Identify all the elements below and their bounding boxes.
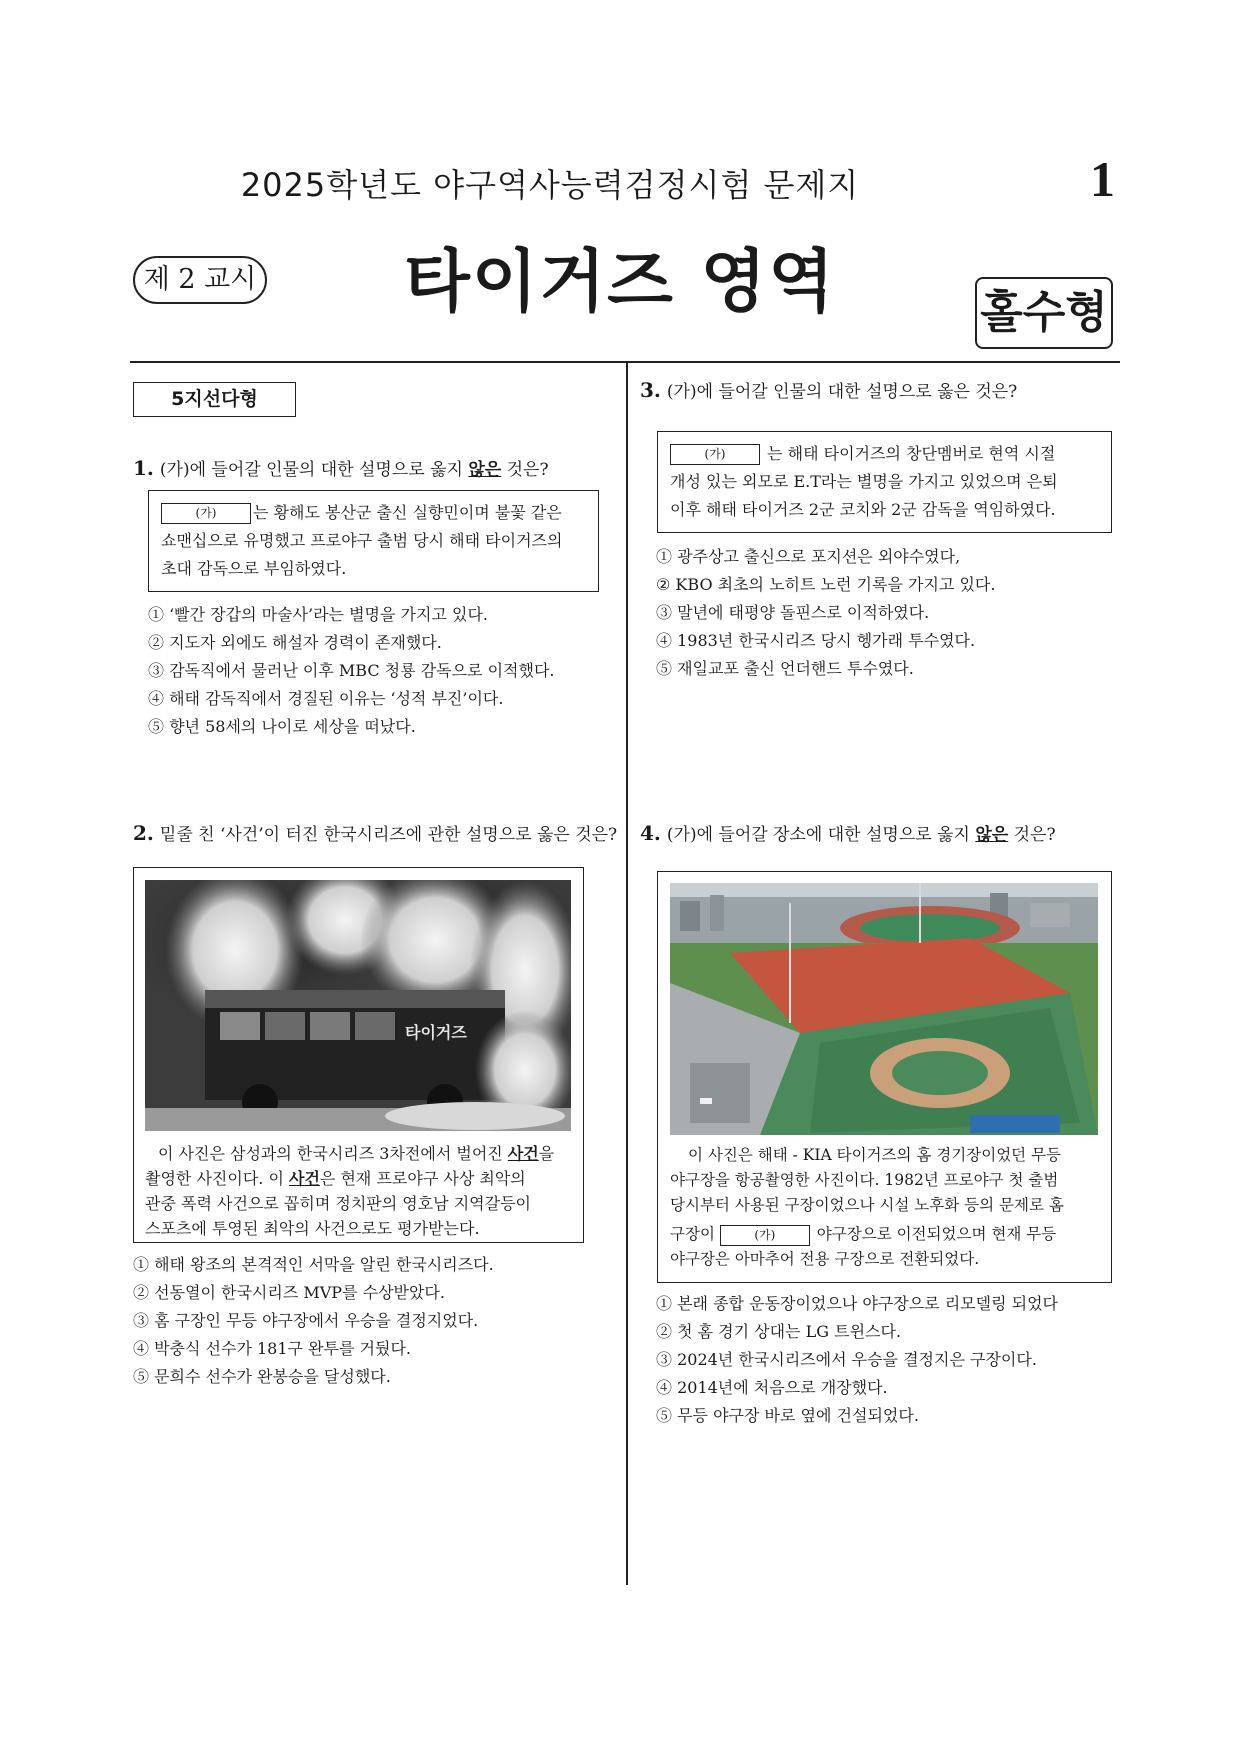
option[interactable]: ⑤ 재일교포 출신 언더핸드 투수였다. [656, 659, 914, 678]
option[interactable]: ④ 박충식 선수가 181구 완투를 거뒀다. [133, 1339, 411, 1358]
question-number: 3. [640, 378, 661, 402]
blank-box: (가) [720, 1225, 810, 1246]
page-number: 1 [1090, 151, 1115, 207]
question-number: 4. [640, 821, 661, 845]
stadium-aerial-photo [670, 883, 1098, 1135]
emphasis: 않은 [975, 825, 1009, 845]
question-number: 1. [133, 456, 154, 480]
bus-lettering: 타이거즈 [405, 1023, 467, 1042]
option[interactable]: ③ 말년에 태평양 돌핀스로 이적하였다. [656, 603, 930, 622]
subject-title: 타이거즈 영역 [404, 243, 836, 322]
question-4-options [656, 1290, 1058, 1430]
question-2-stem: 2. 밑줄 친 ‘사건’이 터진 한국시리즈에 관한 설명으로 옳은 것은? [133, 821, 618, 845]
column-divider [626, 362, 628, 1585]
question-number: 2. [133, 821, 154, 845]
question-2-caption: 이 사진은 삼성과의 한국시리즈 3차전에서 벌어진 사건을 촬영한 사진이다. 이 사건은 현재 프로야구 사상 최악의 관중 폭력 사건으로 꼽히며 정치판의 영호남 지역갈등이 스포츠에 투영된 최악의 사건으로도 평가받는다. [145, 1144, 555, 1238]
option[interactable]: ③ 2024년 한국시리즈에서 우승을 결정지은 구장이다. [656, 1350, 1037, 1369]
option[interactable]: ⑤ 향년 58세의 나이로 세상을 떠났다. [148, 717, 416, 736]
form-type-badge: 홀수형 [975, 277, 1113, 349]
header-divider [130, 361, 1120, 363]
emphasis: 사건 [507, 1144, 539, 1163]
blank-box: (가) [670, 444, 760, 465]
section-label: 5지선다형 [133, 382, 296, 417]
option[interactable]: ① 광주상고 출신으로 포지션은 외야수였다, [656, 547, 961, 566]
option[interactable]: ② KBO 최초의 노히트 노런 기록을 가지고 있다. [656, 575, 996, 594]
question-1-passage: (가) 는 황해도 봉산군 출신 실향민이며 불꽃 같은 쇼맨십으로 유명했고 프로야구 출범 당시 해태 타이거즈의 초대 감독으로 부임하였다. [148, 490, 599, 592]
emphasis: 않은 [468, 460, 502, 480]
option[interactable]: ② 지도자 외에도 해설자 경력이 존재했다. [148, 633, 442, 652]
question-3-options [656, 543, 995, 683]
option[interactable]: ③ 감독직에서 물러난 이후 MBC 청룡 감독으로 이적했다. [148, 661, 555, 680]
option[interactable]: ① ‘빨간 장갑의 마술사’라는 별명을 가지고 있다. [148, 605, 488, 624]
question-1-stem: 1. (가)에 들어갈 인물의 대한 설명으로 옳지 않은 것은? [133, 456, 549, 480]
blank-box: (가) [161, 503, 251, 524]
option[interactable]: ① 본래 종합 운동장이었으나 야구장으로 리모델링 되었다 [656, 1294, 1059, 1313]
option[interactable]: ④ 1983년 한국시리즈 당시 헹가래 투수였다. [656, 631, 976, 650]
question-3-passage: (가) 는 해태 타이거즈의 창단멤버로 현역 시절 개성 있는 외모로 E.T라는 별명을 가지고 있었으며 은퇴 이후 해태 타이거즈 2군 코치와 2군 감독을 역임하였다. [657, 431, 1112, 533]
question-4-stem: 4. (가)에 들어갈 장소에 대한 설명으로 옳지 않은 것은? [640, 821, 1056, 845]
option[interactable]: ② 선동열이 한국시리즈 MVP를 수상받았다. [133, 1283, 445, 1302]
burning-bus-photo [145, 880, 571, 1131]
question-4-caption: 이 사진은 해태 - KIA 타이거즈의 홈 경기장이었던 무등 야구장을 항공촬영한 사진이다. 1982년 프로야구 첫 출범 당시부터 사용된 구장이었으나 시설 노후화 등의 문제로 홈 구장이 (가) 야구장으로 이전되었으며 현재 무등 야구장은 아마추어 전용 구장으로 전환되었다. [670, 1146, 1064, 1268]
option[interactable]: ② 첫 홈 경기 상대는 LG 트윈스다. [656, 1322, 902, 1341]
exam-title: 2025학년도 야구역사능력검정시험 문제지 [240, 166, 860, 204]
option[interactable]: ④ 2014년에 처음으로 개장했다. [656, 1378, 888, 1397]
option[interactable]: ④ 해태 감독직에서 경질된 이유는 ‘성적 부진’이다. [148, 689, 504, 708]
option[interactable]: ③ 홈 구장인 무등 야구장에서 우승을 결정지었다. [133, 1311, 479, 1330]
option[interactable]: ⑤ 문희수 선수가 완봉승을 달성했다. [133, 1367, 391, 1386]
question-3-stem: 3. (가)에 들어갈 인물의 대한 설명으로 옳은 것은? [640, 378, 1018, 402]
emphasis: 사건 [289, 1169, 320, 1188]
period-badge: 제 2 교시 [133, 256, 267, 304]
question-1-options [148, 601, 555, 741]
option[interactable]: ① 해태 왕조의 본격적인 서막을 알린 한국시리즈다. [133, 1255, 494, 1274]
option[interactable]: ⑤ 무등 야구장 바로 옆에 건설되었다. [656, 1406, 919, 1425]
question-2-options [133, 1251, 494, 1391]
